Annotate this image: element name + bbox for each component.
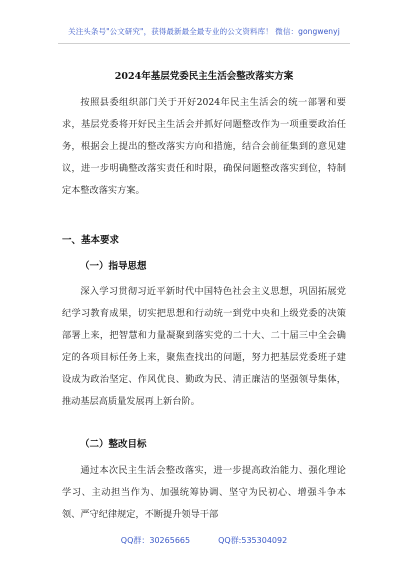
guiding-thought-paragraph: 深入学习贯彻习近平新时代中国特色社会主义思想，巩固拓展党纪学习教育成果，切实把思想和行动统一到党中央和上级党委的决策部署上来，把智慧和力量凝聚到落实党的二十大、二十届三中全会确定的各项目标任务上来，聚焦查找出的问题，努力把基层党委班子建设成为政治坚定、作风优良、勤政为民、清正廉洁的坚强领导集体，推动基层高质量发展再上新台阶。 [62, 286, 346, 407]
intro-paragraph: 按照县委组织部门关于开好2024年民主生活会的统一部署和要求，基层党委将开好民主生活会并抓好问题整改作为一项重要政治任务，根据会上提出的整改落实方向和措施，结合会前征集到的意见建议，进一步明确整改落实责任和时限，确保问题整改落实到位，特制定本整改落实方案。 [62, 97, 346, 196]
subheading-rectification-goals: （二）整改目标 [80, 439, 147, 450]
footer [0, 535, 408, 546]
header-divider [58, 43, 350, 44]
header-note: 关注头条号"公文研究"，获得最新最全最专业的公文资料库！ 微信：gongwenyj [68, 27, 340, 36]
footer-qq-group-2: QQ群:535304092 [218, 536, 288, 545]
document-title: 2024年基层党委民主生活会整改落实方案 [114, 71, 294, 82]
subheading-guiding-thought: （一）指导思想 [80, 261, 147, 272]
rectification-goals-paragraph: 通过本次民主生活会整改落实，进一步提高政治能力、强化理论学习、主动担当作为、加强统筹协调、坚守为民初心、增强斗争本领、严守纪律规定，不断提升领导干部 [62, 465, 346, 520]
footer-qq-group-1: QQ群：30265665 [120, 536, 191, 545]
section-heading-basic-requirements: 一、基本要求 [62, 235, 120, 246]
